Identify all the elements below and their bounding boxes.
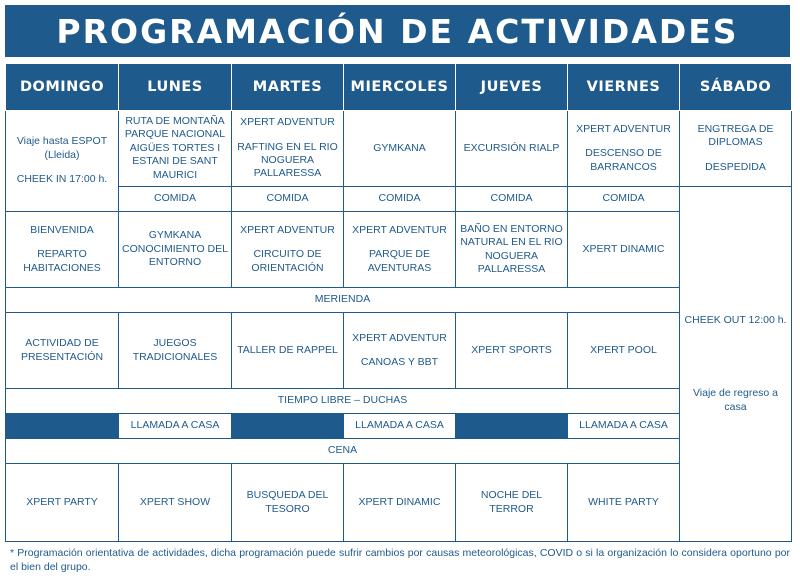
- cell-text: XPERT ADVENTUR: [576, 122, 671, 135]
- day-header-domingo: DOMINGO: [6, 64, 119, 111]
- cell-cena: CENA: [6, 439, 680, 464]
- cell-text: CHEEK IN 17:00 h.: [16, 173, 108, 186]
- cell-martes-night: BUSQUEDA DEL TESORO: [232, 464, 344, 542]
- cell-text: XPERT ADVENTUR: [240, 116, 335, 129]
- cell-jueves-night: NOCHE DEL TERROR: [456, 464, 568, 542]
- schedule-row: [6, 288, 792, 313]
- cell-comida-martes: COMIDA: [232, 187, 344, 212]
- day-header-martes: MARTES: [232, 64, 344, 111]
- schedule-table: [5, 63, 792, 542]
- cell-text: XPERT ADVENTUR: [240, 223, 335, 236]
- cell-viernes-afternoon: XPERT DINAMIC: [568, 212, 680, 288]
- cell-miercoles-afternoon: [344, 212, 456, 288]
- cell-lunes-morning: RUTA DE MONTAÑA PARQUE NACIONAL AIGÜES TORTES I ESTANI DE SANT MAURICI: [119, 111, 232, 187]
- cell-martes-morning: [232, 111, 344, 187]
- day-header-row: [6, 64, 792, 111]
- cell-text: PARQUE DE AVENTURAS: [367, 248, 432, 274]
- cell-lunes-evening: JUEGOS TRADICIONALES: [119, 313, 232, 389]
- day-header-jueves: JUEVES: [456, 64, 568, 111]
- cell-viernes-evening: XPERT POOL: [568, 313, 680, 389]
- cell-text: Viaje hasta ESPOT (Lleida): [16, 135, 108, 161]
- cell-text: DESPEDIDA: [705, 160, 766, 173]
- schedule-row: [6, 187, 792, 212]
- cell-comida-viernes: COMIDA: [568, 187, 680, 212]
- cell-text: Viaje de regreso a casa: [692, 387, 779, 413]
- cell-martes-evening: TALLER DE RAPPEL: [232, 313, 344, 389]
- cell-domingo-arrival: [6, 111, 119, 212]
- cell-sabado-departure: [680, 187, 792, 542]
- schedule-row: [6, 111, 792, 187]
- cell-lunes-afternoon: GYMKANA CONOCIMIENTO DEL ENTORNO: [119, 212, 232, 288]
- cell-domingo-evening: ACTIVIDAD DE PRESENTACIÓN: [6, 313, 119, 389]
- cell-comida-miercoles: COMIDA: [344, 187, 456, 212]
- cell-sabado-morning: [680, 111, 792, 187]
- schedule-row: [6, 389, 792, 414]
- cell-lunes-night: XPERT SHOW: [119, 464, 232, 542]
- cell-miercoles-morning: GYMKANA: [344, 111, 456, 187]
- cell-viernes-morning: [568, 111, 680, 187]
- cell-blank: [232, 414, 344, 439]
- cell-jueves-evening: XPERT SPORTS: [456, 313, 568, 389]
- cell-jueves-morning: EXCURSIÓN RIALP: [456, 111, 568, 187]
- cell-text: CANOAS Y BBT: [360, 356, 439, 368]
- schedule-row: [6, 439, 792, 464]
- cell-tiempo-libre: TIEMPO LIBRE – DUCHAS: [6, 389, 680, 414]
- cell-jueves-afternoon: BAÑO EN ENTORNO NATURAL EN EL RIO NOGUERA PALLARESSA: [456, 212, 568, 288]
- day-header-lunes: LUNES: [119, 64, 232, 111]
- footnote: * Programación orientativa de actividades, dicha programación puede sufrir cambios por causas meteorológicas, COVID o si la organización lo considera oportuno por el bien del grupo.: [10, 547, 790, 573]
- cell-text: REPARTO HABITACIONES: [23, 248, 101, 274]
- cell-text: DESCENSO DE BARRANCOS: [585, 147, 662, 173]
- cell-text: CHEEK OUT 12:00 h.: [684, 313, 787, 326]
- schedule-row: [6, 464, 792, 542]
- cell-llamada-viernes: LLAMADA A CASA: [568, 414, 680, 439]
- cell-llamada-lunes: LLAMADA A CASA: [119, 414, 232, 439]
- cell-text: RAFTING EN EL RIO NOGUERA PALLARESSA: [237, 140, 338, 180]
- day-header-miercoles: MIERCOLES: [344, 64, 456, 111]
- cell-text: BIENVENIDA: [30, 223, 94, 236]
- schedule-row: [6, 313, 792, 389]
- cell-martes-afternoon: [232, 212, 344, 288]
- cell-text: ENGTREGA DE DIPLOMAS: [697, 122, 774, 149]
- cell-merienda: MERIENDA: [6, 288, 680, 313]
- cell-miercoles-night: XPERT DINAMIC: [344, 464, 456, 542]
- cell-domingo-afternoon: [6, 212, 119, 288]
- cell-blank: [6, 414, 119, 439]
- cell-blank: [456, 414, 568, 439]
- cell-llamada-miercoles: LLAMADA A CASA: [344, 414, 456, 439]
- cell-viernes-night: WHITE PARTY: [568, 464, 680, 542]
- cell-miercoles-evening: [344, 313, 456, 389]
- cell-text: CIRCUITO DE ORIENTACIÓN: [251, 248, 324, 274]
- cell-domingo-night: XPERT PARTY: [6, 464, 119, 542]
- cell-comida-jueves: COMIDA: [456, 187, 568, 212]
- cell-text: XPERT ADVENTUR: [352, 331, 447, 344]
- cell-text: XPERT ADVENTUR: [352, 223, 447, 236]
- day-header-sabado: SÁBADO: [680, 64, 792, 111]
- page-title: PROGRAMACIÓN DE ACTIVIDADES: [5, 5, 790, 57]
- cell-comida-lunes: COMIDA: [119, 187, 232, 212]
- schedule-row: [6, 414, 792, 439]
- schedule-row: [6, 212, 792, 288]
- day-header-viernes: VIERNES: [568, 64, 680, 111]
